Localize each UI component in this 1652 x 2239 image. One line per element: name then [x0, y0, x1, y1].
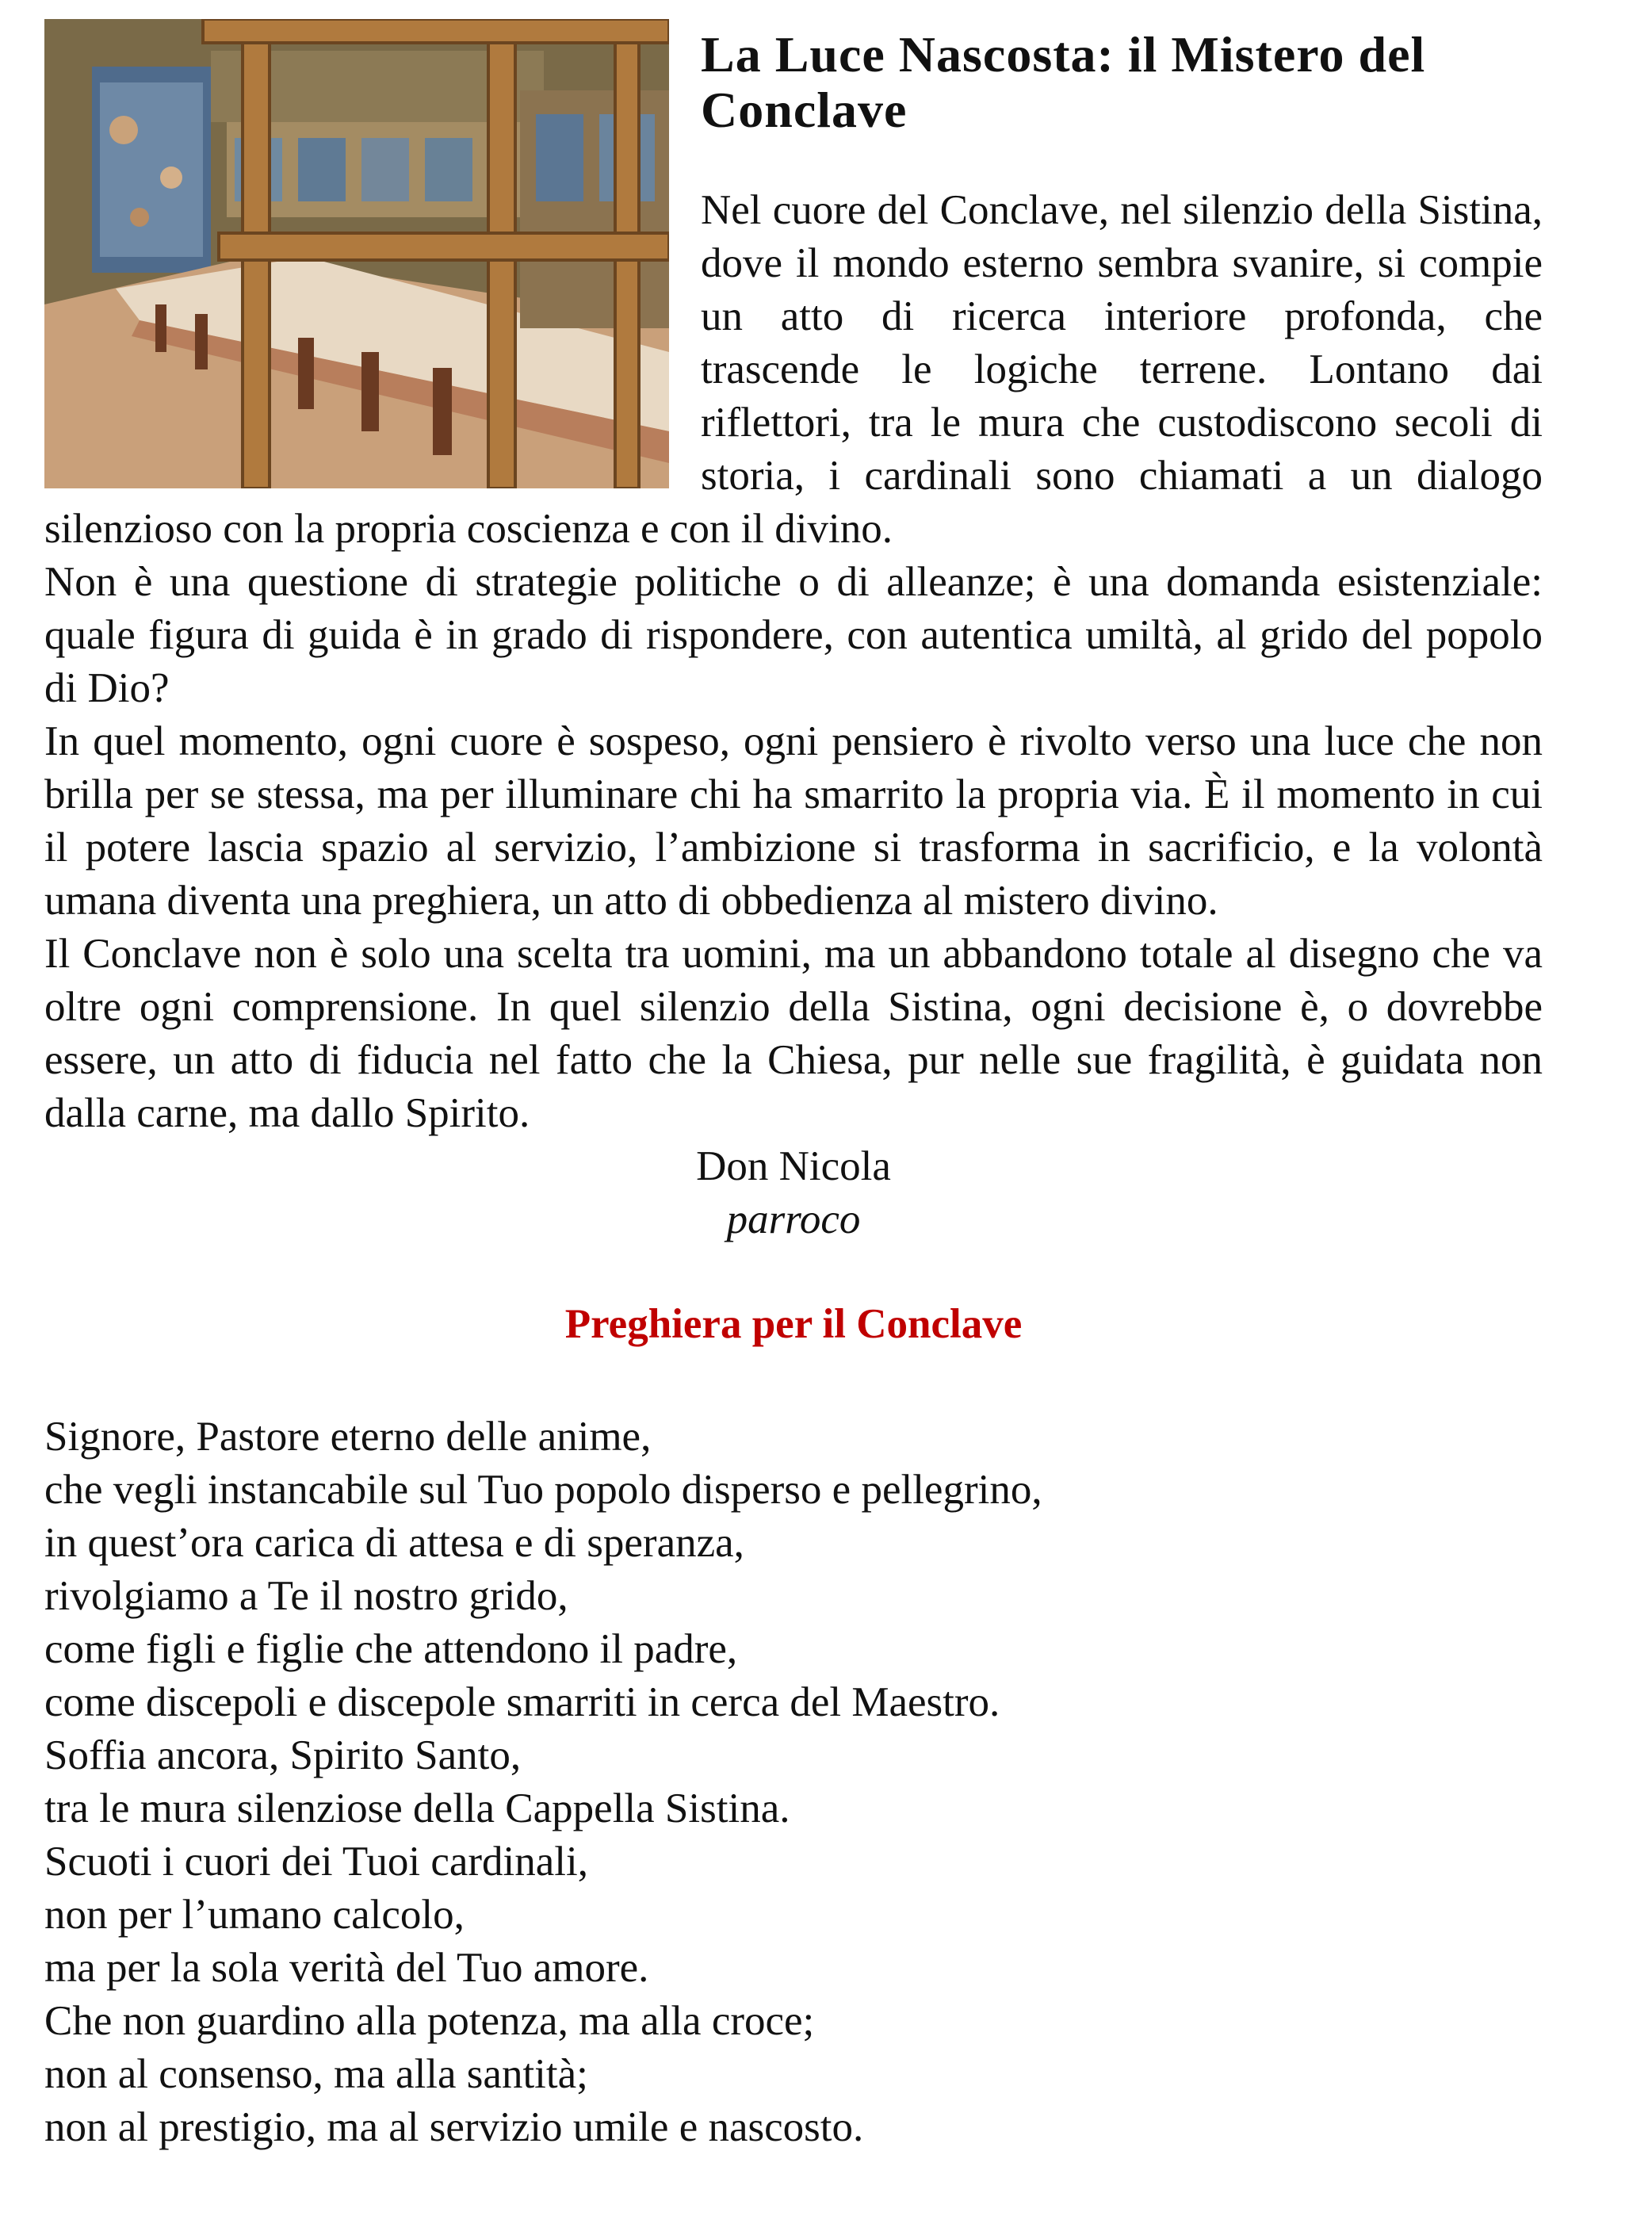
author-signature: Don Nicola [696, 1143, 891, 1189]
prayer-line: in quest’ora carica di attesa e di speranza, [44, 1520, 744, 1566]
page [44, 16, 1543, 2154]
prayer-line: tra le mura silenziose della Cappella Sistina. [44, 1785, 790, 1831]
article-paragraph-4: Il Conclave non è solo una scelta tra uomini, ma un abbandono totale al disegno che va oltre ogni comprensione. In quel silenzio della Sistina, ogni decisione è, o dovrebbe essere, un atto di fiducia nel fatto che la Chiesa, pur nelle sue fragilità, è guidata non dalla carne, ma dallo Spirito. [44, 931, 1543, 1136]
sistine-chapel-photo-icon [44, 19, 669, 488]
article-paragraph-3: In quel momento, ogni cuore è sospeso, ogni pensiero è rivolto verso una luce che non brilla per se stessa, ma per illuminare chi ha smarrito la propria via. È il momento in cui il potere lascia spazio al servizio, l’ambizione si trasforma in sacrificio, e la volontà umana diventa una preghiera, un atto di obbedienza al mistero divino. [44, 718, 1543, 924]
prayer-line: Soffia ancora, Spirito Santo, [44, 1732, 522, 1778]
prayer-line: Scuoti i cuori dei Tuoi cardinali, [44, 1839, 588, 1885]
prayer-body [44, 1410, 1543, 2154]
prayer-line: Signore, Pastore eterno delle anime, [44, 1414, 652, 1460]
prayer-line: che vegli instancabile sul Tuo popolo disperso e pellegrino, [44, 1467, 1042, 1513]
prayer-line: come discepoli e discepole smarriti in cerca del Maestro. [44, 1679, 1000, 1725]
prayer-title: Preghiera per il Conclave [564, 1301, 1023, 1347]
article-title: La Luce Nascosta: il Mistero del Conclave [701, 26, 1426, 138]
author-role: parroco [726, 1196, 861, 1242]
article-paragraph-2: Non è una questione di strategie politiche o di alleanze; è una domanda esistenziale: quale figura di guida è in grado di rispondere, con autentica umiltà, al grido del popolo di Dio? [44, 559, 1543, 711]
prayer-line: Che non guardino alla potenza, ma alla croce; [44, 1998, 815, 2044]
prayer-line: rivolgiamo a Te il nostro grido, [44, 1573, 568, 1619]
prayer-line: non al consenso, ma alla santità; [44, 2051, 588, 2097]
prayer-line: come figli e figlie che attendono il padre, [44, 1626, 738, 1672]
prayer-line: ma per la sola verità del Tuo amore. [44, 1945, 649, 1991]
prayer-line: non al prestigio, ma al servizio umile e nascosto. [44, 2104, 864, 2150]
article-paragraph-1: Nel cuore del Conclave, nel silenzio della Sistina, dove il mondo esterno sembra svanire, si compie un atto di ricerca interiore profonda, che trascende le logiche terrene. Lontano dai riflettori, tra le mura che custodiscono secoli di storia, i cardinali sono chiamati a un dialogo silenzioso con la propria coscienza e con il divino. [44, 187, 1543, 552]
prayer-line: non per l’umano calcolo, [44, 1892, 465, 1938]
